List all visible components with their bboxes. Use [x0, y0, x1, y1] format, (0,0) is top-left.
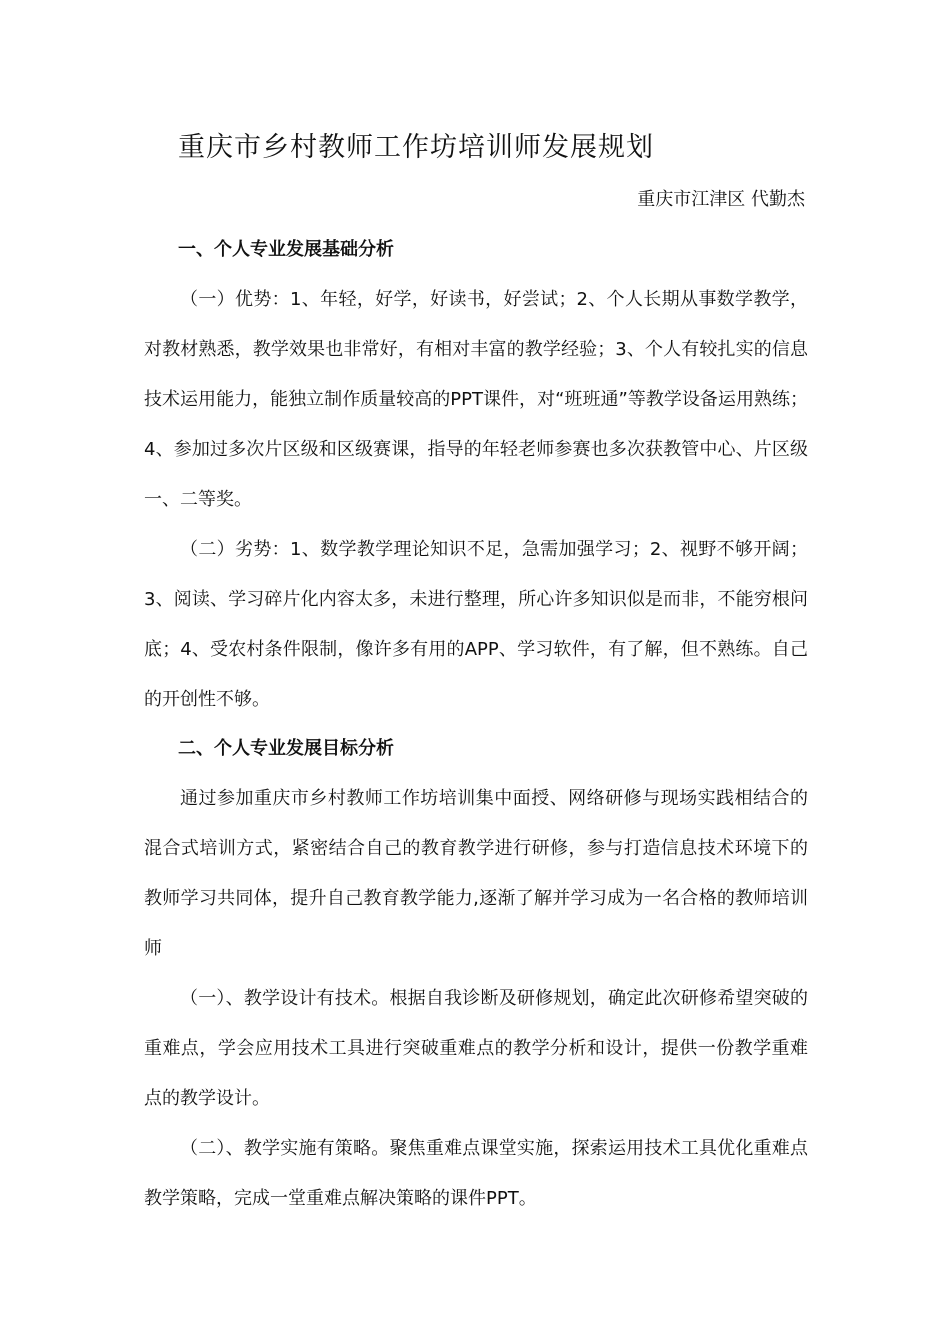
document-title: 重庆市乡村教师工作坊培训师发展规划 [178, 132, 654, 163]
paragraph-teaching-implementation: （二）、教学实施有策略。聚焦重难点课堂实施，探索运用技术工具优化重难点教学策略，完成一堂重难点解决策略的课件PPT。 [144, 1138, 808, 1209]
section-heading-goal-analysis: 二、个人专业发展目标分析 [178, 738, 394, 759]
paragraph-teaching-design: （一）、教学设计有技术。根据自我诊断及研修规划，确定此次研修希望突破的重难点，学会应用技术工具进行突破重难点的教学分析和设计，提供一份教学重难点的教学设计。 [144, 988, 808, 1109]
section-heading-basis-analysis: 一、个人专业发展基础分析 [178, 239, 394, 260]
author-line: 重庆市江津区 代勤杰 [637, 189, 805, 210]
paragraph-weaknesses: （二）劣势：1、数学教学理论知识不足，急需加强学习；2、视野不够开阔；3、阅读、学习碎片化内容太多，未进行整理，所心许多知识似是而非，不能穷根问底；4、受农村条件限制，像许多有用的APP、学习软件，有了解，但不熟练。自己的开创性不够。 [144, 539, 808, 710]
paragraph-strengths: （一）优势：1、年轻，好学，好读书，好尝试；2、个人长期从事数学教学，对教材熟悉，教学效果也非常好，有相对丰富的教学经验；3、个人有较扎实的信息技术运用能力，能独立制作质量较高的PPT课件，对“班班通”等教学设备运用熟练；4、参加过多次片区级和区级赛课，指导的年轻老师参赛也多次获教管中心、片区级一、二等奖。 [144, 289, 808, 510]
paragraph-goal-overview: 通过参加重庆市乡村教师工作坊培训集中面授、网络研修与现场实践相结合的混合式培训方式，紧密结合自己的教育教学进行研修，参与打造信息技术环境下的教师学习共同体，提升自己教育教学能力,逐渐了解并学习成为一名合格的教师培训师 [144, 788, 808, 959]
